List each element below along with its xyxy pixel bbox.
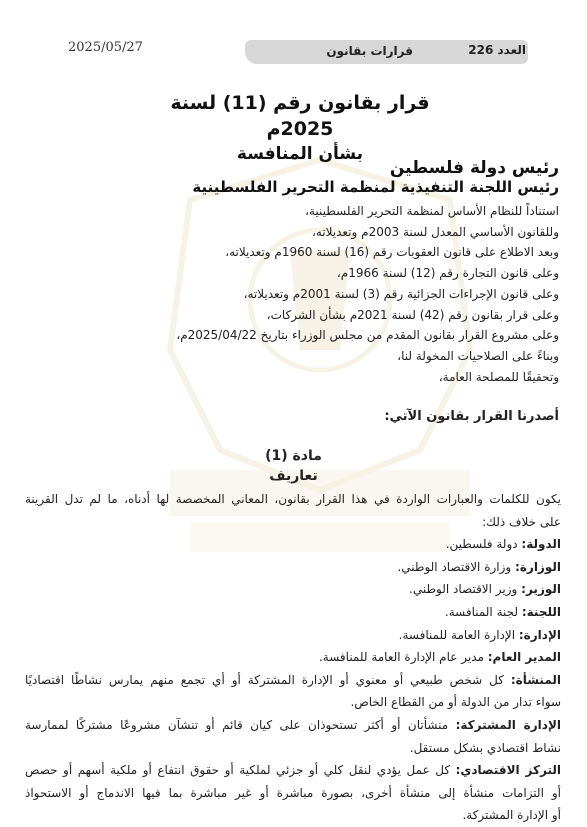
definition-item bbox=[25, 601, 561, 624]
preamble-line: وعلى قانون الإجراءات الجزائية رقم (3) لسنة 2001م وتعديلاته، bbox=[243, 286, 559, 301]
definition-item bbox=[25, 646, 561, 669]
definition-term: المدير العام: bbox=[487, 650, 561, 665]
article-heading: تعاريف bbox=[269, 468, 318, 484]
issued-statement: أصدرنا القرار بقانون الآتي: bbox=[384, 409, 559, 424]
issue-value: 226 bbox=[468, 43, 494, 57]
definition-item bbox=[25, 578, 561, 601]
preamble-line: وعلى قرار بقانون رقم (42) لسنة 2021م بشأن الشركات، bbox=[266, 307, 559, 322]
definition-text: دولة فلسطين. bbox=[445, 537, 522, 552]
definition-text: كل عمل يؤدي لنقل كلي أو جزئي لملكية أو حقوق انتفاع أو ملكية أسهم أو حصص bbox=[25, 763, 456, 778]
definition-text: وزارة الاقتصاد الوطني. bbox=[397, 559, 516, 574]
preamble bbox=[39, 201, 559, 387]
header-bar bbox=[245, 40, 528, 64]
issue-label: العدد bbox=[497, 43, 526, 57]
section-title: قرارات بقانون bbox=[326, 44, 413, 58]
definition-text: وزير الاقتصاد الوطني. bbox=[409, 582, 522, 597]
definition-item bbox=[25, 669, 561, 692]
preamble-line: وبناءً على الصلاحيات المخولة لنا، bbox=[397, 348, 559, 363]
issuer-line2: رئيس اللجنة التنفيذية لمنظمة التحرير الفلسطينية bbox=[192, 178, 559, 196]
definition-text: كل شخص طبيعي أو معنوي أو الإدارة المشتركة أو أي تجمع منهم يمارس نشاطًا اقتصاديًا bbox=[25, 672, 511, 687]
preamble-line: وعلى قانون التجارة رقم (12) لسنة 1966م، bbox=[336, 266, 559, 281]
definition-item bbox=[25, 624, 561, 647]
definition-term: اللجنة: bbox=[521, 604, 561, 619]
intro-line1: يكون للكلمات والعبارات الواردة في هذا القرار بقانون، المعاني المخصصة لها أدناه، ما لم تدل القرينة bbox=[25, 492, 561, 506]
article-number: مادة (1) bbox=[265, 448, 322, 464]
issuer-line1: رئيس دولة فلسطين bbox=[389, 158, 559, 178]
definition-text: منشأتان أو أكثر تستحوذان على كيان قائم أو تنشآن مشروعًا مشتركًا لممارسة bbox=[25, 717, 456, 732]
definition-item bbox=[25, 714, 561, 737]
definition-continuation: أو التزامات منشأة إلى منشأة أخرى، بصورة مباشرة أو غير مباشرة بما فيها الاندماج أو الاستحواذ bbox=[25, 785, 561, 800]
law-title-line2: بشأن المنافسة bbox=[236, 144, 364, 164]
definition-text: الإدارة العامة للمنافسة. bbox=[398, 627, 519, 642]
definition-text: لجنة المنافسة. bbox=[444, 604, 522, 619]
definition-term: المنشأة: bbox=[510, 672, 561, 687]
definition-term: الإدارة المشتركة: bbox=[455, 717, 561, 732]
preamble-line: وللقانون الأساسي المعدل لسنة 2003م وتعديلاته، bbox=[311, 224, 559, 239]
intro-line2: على خلاف ذلك: bbox=[482, 514, 561, 529]
definition-text: مدير عام الإدارة العامة للمنافسة. bbox=[318, 650, 488, 665]
issue-number bbox=[468, 43, 526, 57]
definition-continuation: أو الإدارة المشتركة. bbox=[462, 808, 561, 823]
preamble-line: وبعد الاطلاع على قانون العقوبات رقم (16) لسنة 1960م وتعديلاته، bbox=[225, 245, 559, 260]
preamble-line: وعلى مشروع القرار بقانون المقدم من مجلس الوزراء بتاريخ 2025/04/22م، bbox=[176, 328, 559, 343]
definition-item bbox=[25, 556, 561, 579]
preamble-line: استناداً للنظام الأساس لمنظمة التحرير الفلسطينية، bbox=[305, 204, 559, 218]
definition-item bbox=[25, 759, 561, 782]
definition-term: الوزارة: bbox=[515, 559, 561, 574]
definition-continuation: سواء تدار من الدولة أو من القطاع الخاص. bbox=[350, 695, 561, 710]
law-title bbox=[150, 90, 450, 166]
publication-date: 2025/05/27 bbox=[68, 40, 143, 55]
definition-term: الوزير: bbox=[521, 582, 561, 597]
article-body bbox=[25, 488, 561, 827]
definition-item bbox=[25, 533, 561, 556]
law-title-line1: قرار بقانون رقم (11) لسنة 2025م bbox=[170, 92, 430, 140]
definition-term: الإدارة: bbox=[518, 627, 561, 642]
preamble-line: وتحقيقًا للمصلحة العامة، bbox=[438, 369, 559, 384]
definition-continuation: نشاط اقتصادي بشكل مستقل. bbox=[409, 740, 561, 755]
definition-term: التركز الاقتصادي: bbox=[455, 763, 561, 778]
definition-term: الدولة: bbox=[521, 537, 561, 552]
